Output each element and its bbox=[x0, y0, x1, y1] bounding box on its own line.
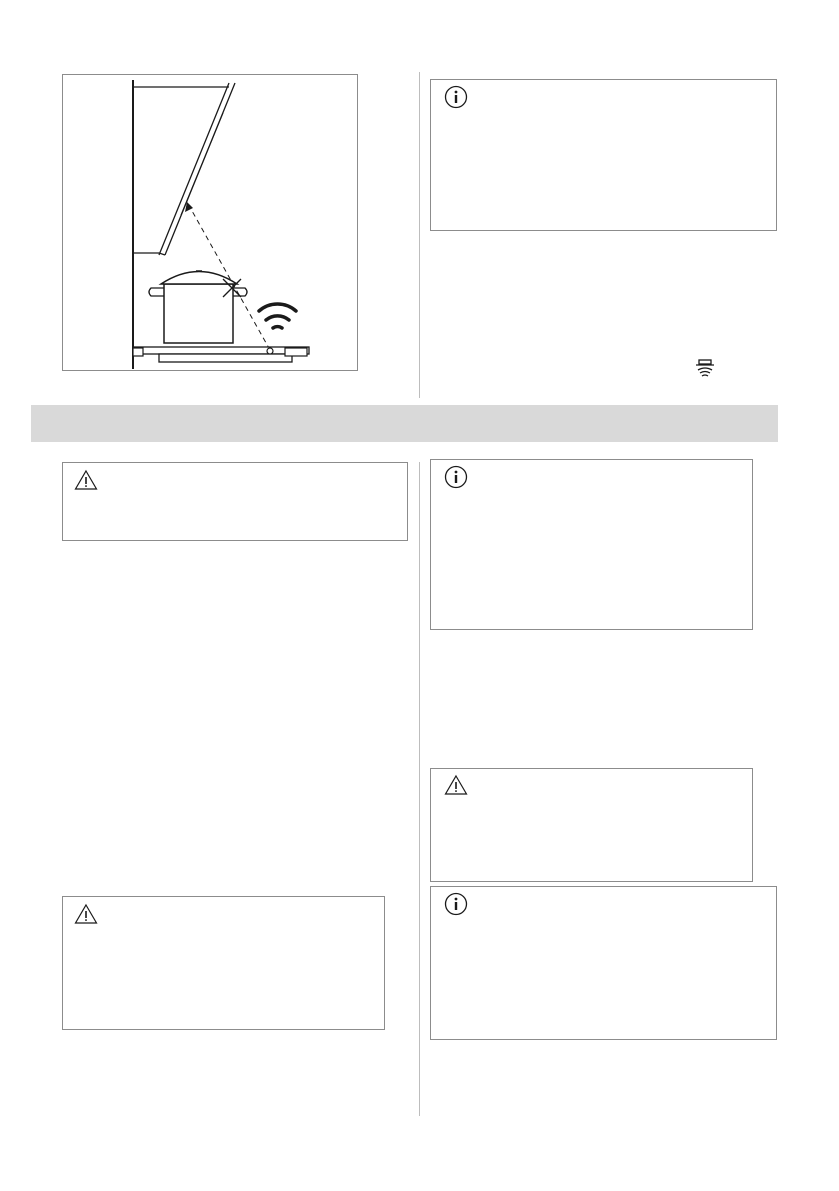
pot-handle-left bbox=[149, 288, 164, 296]
wireless-signal-icon bbox=[259, 304, 296, 328]
hood-glass-outer bbox=[159, 83, 229, 255]
hob-sensor bbox=[267, 348, 273, 354]
warning-triangle-icon bbox=[74, 903, 98, 925]
warning-box-right bbox=[430, 768, 753, 882]
hood-glass-highlight bbox=[181, 113, 223, 215]
worktop-right bbox=[285, 348, 307, 356]
worktop-left bbox=[133, 348, 143, 356]
info-box-right-2 bbox=[430, 459, 753, 630]
warning-triangle-icon bbox=[444, 774, 468, 796]
hob-body bbox=[159, 354, 292, 362]
column-divider-top bbox=[419, 72, 420, 398]
column-divider-bottom bbox=[419, 462, 420, 1116]
pot-body bbox=[164, 284, 233, 343]
section-heading-band bbox=[31, 405, 778, 442]
warning-box-left-1 bbox=[62, 462, 408, 541]
warning-triangle-icon bbox=[74, 469, 98, 491]
info-box-right-3 bbox=[430, 886, 777, 1040]
info-circle-icon bbox=[444, 892, 468, 916]
info-circle-icon bbox=[444, 85, 468, 109]
info-circle-icon bbox=[444, 465, 468, 489]
hood-hob-figure bbox=[62, 74, 358, 371]
warning-box-left-2 bbox=[62, 896, 385, 1030]
hob2hood-hood-signal-icon bbox=[694, 359, 716, 379]
hood-hob-illustration bbox=[63, 75, 357, 370]
info-box-top-right bbox=[430, 79, 777, 231]
hob-top bbox=[133, 347, 309, 354]
